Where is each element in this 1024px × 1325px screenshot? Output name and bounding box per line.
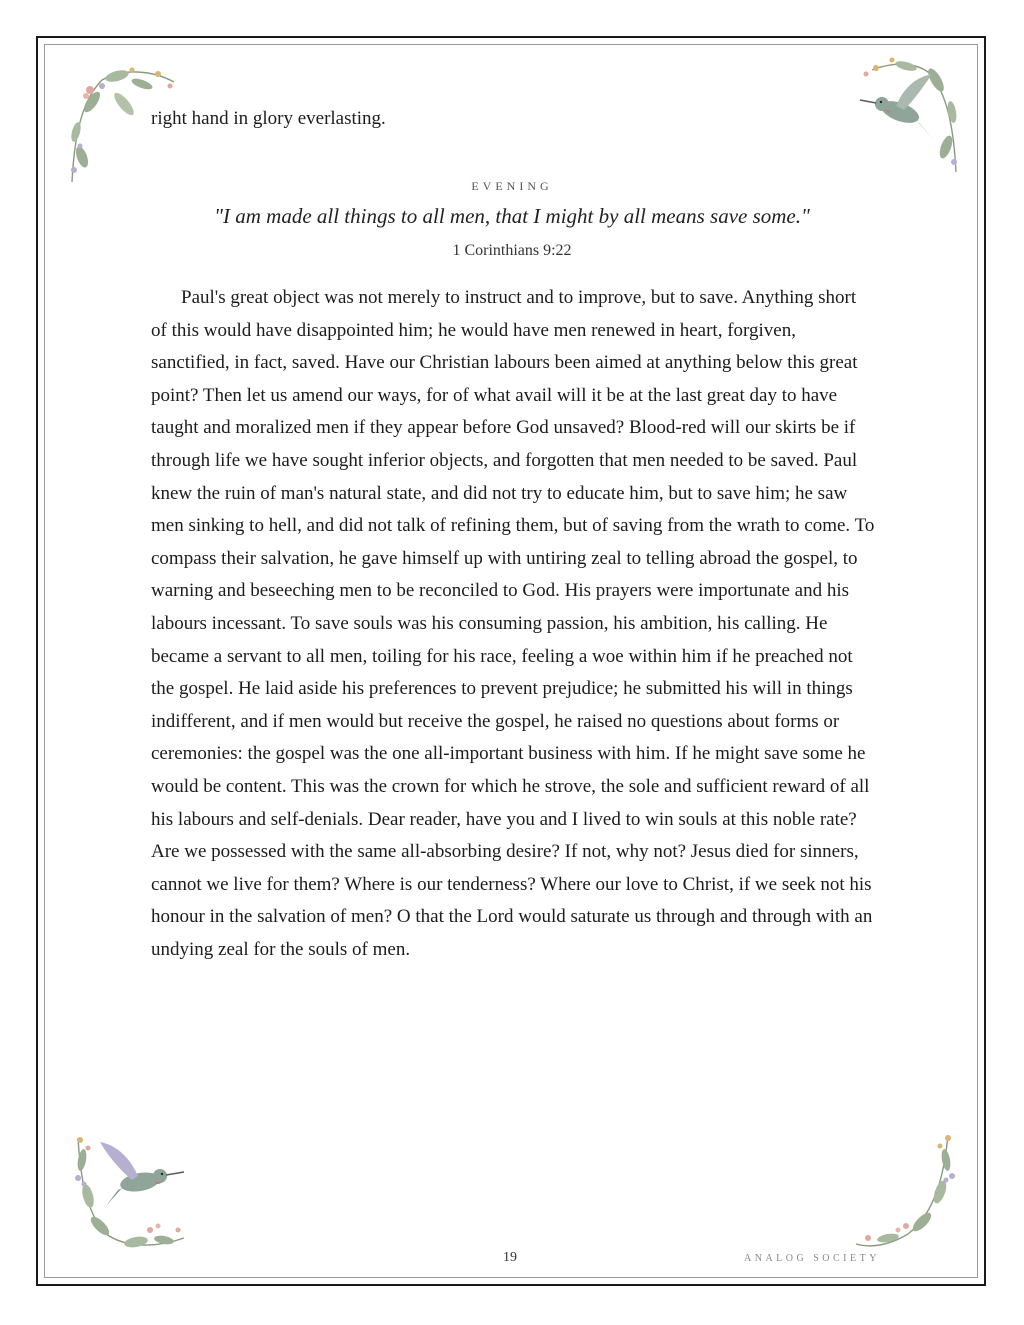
floral-sprig-icon (848, 1130, 978, 1260)
hummingbird-icon (66, 1130, 196, 1260)
floral-corner-bottom-right (848, 1130, 978, 1260)
verse-quote: "I am made all things to all men, that I might by all means save some." (214, 204, 810, 228)
floral-corner-top-right (836, 52, 966, 182)
carryover-text: right hand in glory everlasting. (151, 108, 386, 129)
verse-reference: 1 Corinthians 9:22 (452, 242, 572, 259)
footer-brand: ANALOG SOCIETY (744, 1253, 880, 1264)
page-number: 19 (503, 1250, 517, 1265)
devotional-body: Paul's great object was not merely to instruct and to improve, but to save. Anything short of this would have disappointed him; he would have men renewed in heart, forgiven, sanctified, in fact, saved. Have our Christian labours been aimed at anything below this great point? Then let us amend our ways, for of what avail will it be at the last great day to have taught and moralized men if they appear before God unsaved? Blood-red will our skirts be if through life we have sought inferior objects, and forgotten that men needed to be saved. Paul knew the ruin of man's natural state, and did not try to educate him, but to save him; he saw men sinking to hell, and did not talk of refining them, but of saving from the wrath to come. To compass their salvation, he gave himself up with untiring zeal to telling abroad the gospel, to warning and beseeching men to be reconciled to God. His prayers were importunate and his labours incessant. To save souls was his consuming passion, his ambition, his calling. He became a servant to all men, toiling for his race, feeling a woe within him if he preached not the gospel. He laid aside his preferences to prevent prejudice; he submitted his will in things indifferent, and if men would but receive the gospel, he raised no questions about forms or ceremonies: the gospel was the one all-important business with him. If he might save some he would be content. This was the crown for which he strove, the sole and sufficient reward of all his labours and self-denials. Dear reader, have you and I lived to win souls at this noble rate? Are we possessed with the same all-absorbing desire? If not, why not? Jesus died for sinners, cannot we live for them? Where is our tenderness? Where our love to Christ, if we seek not his honour in the salvation of men? O that the Lord would saturate us through and through with an undying zeal for the souls of men. (151, 287, 875, 960)
section-label: EVENING (471, 179, 553, 193)
hummingbird-icon (836, 52, 966, 182)
floral-corner-bottom-left (66, 1130, 196, 1260)
